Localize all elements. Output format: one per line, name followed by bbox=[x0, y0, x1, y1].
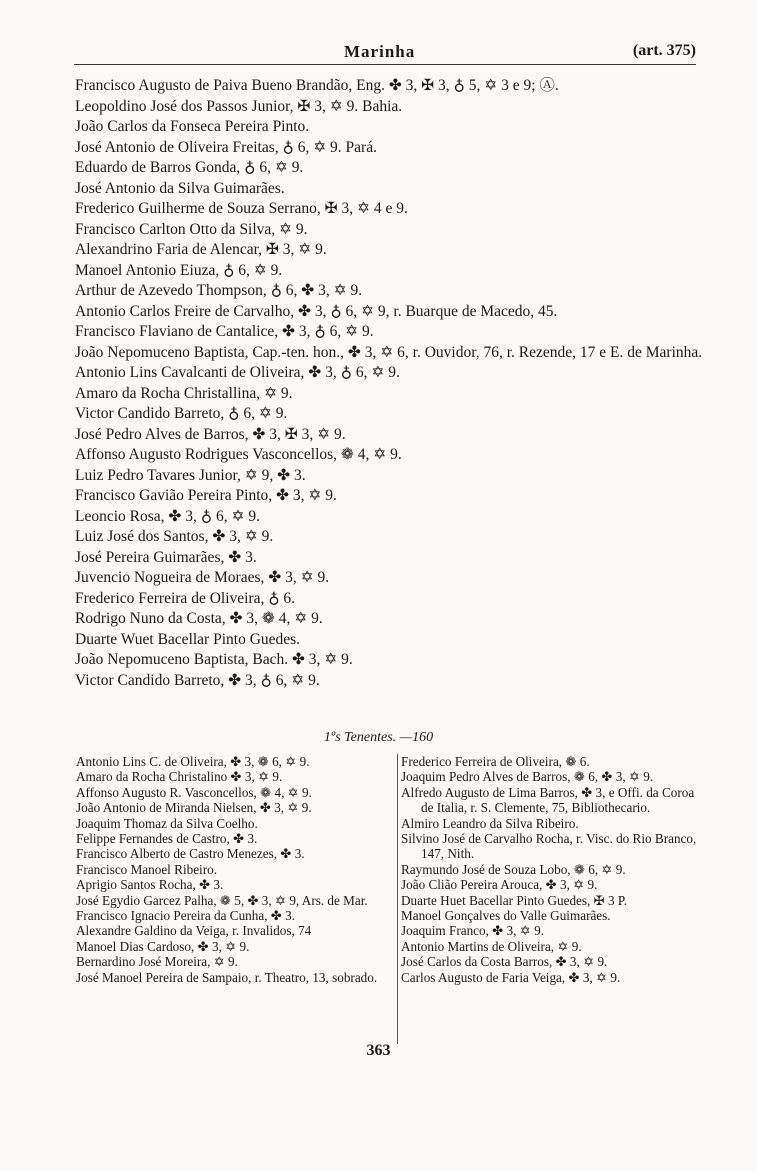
list-item: João Antonio de Miranda Nielsen, ✤ 3, ✡ 9. bbox=[76, 800, 312, 816]
list-item: Alexandre Galdino da Veiga, r. Invalidos, 74 bbox=[76, 923, 312, 939]
list-item: João Nepomuceno Baptista, Cap.-ten. hon., ✤ 3, ✡ 6, r. Ouvidor, 76, r. Rezende, 17 e E. de Marinha. bbox=[75, 343, 703, 361]
list-item: João Carlos da Fonseca Pereira Pinto. bbox=[75, 118, 310, 135]
list-item: Eduardo de Barros Gonda, ♁ 6, ✡ 9. bbox=[75, 159, 304, 176]
list-item: Manoel Antonio Eiuza, ♁ 6, ✡ 9. bbox=[75, 261, 283, 279]
list-item: Amaro da Rocha Christalino ✤ 3, ✡ 9. bbox=[76, 769, 283, 785]
list-item: Manoel Gonçalves do Valle Guimarães. bbox=[401, 908, 611, 924]
list-item: Affonso Augusto Rodrigues Vasconcellos, ❁ 4, ✡ 9. bbox=[75, 446, 402, 463]
list-item: José Egydio Garcez Palha, ❁ 5, ✤ 3, ✡ 9, Ars. de Mar. bbox=[76, 892, 368, 908]
list-item: Leoncio Rosa, ✤ 3, ♁ 6, ✡ 9. bbox=[75, 507, 260, 525]
list-item: Joaquim Pedro Alves de Barros, ❁ 6, ✤ 3, ✡ 9. bbox=[401, 769, 654, 785]
header-title: Marinha bbox=[344, 42, 416, 61]
list-item: Luiz José dos Santos, ✤ 3, ✡ 9. bbox=[75, 528, 274, 545]
list-item: José Carlos da Costa Barros, ✤ 3, ✡ 9. bbox=[401, 954, 608, 970]
list-item: Felippe Fernandes de Castro, ✤ 3. bbox=[76, 831, 258, 847]
list-item: José Antonio de Oliveira Freitas, ♁ 6, ✡ 9. Pará. bbox=[75, 138, 377, 156]
list-item: Joaquim Thomaz da Silva Coelho. bbox=[76, 815, 258, 831]
list-item: João Clião Pereira Arouca, ✤ 3, ✡ 9. bbox=[401, 877, 598, 893]
right-column bbox=[397, 754, 709, 1044]
header-article: (art. 375) bbox=[632, 42, 696, 59]
list-item: Bernardino José Moreira, ✡ 9. bbox=[76, 954, 238, 970]
list-item: José Antonio da Silva Guimarães. bbox=[75, 179, 285, 197]
list-item: Francisco Ignacio Pereira da Cunha, ✤ 3. bbox=[76, 908, 296, 924]
list-item: Duarte Wuet Bacellar Pinto Guedes. bbox=[75, 630, 301, 648]
list-item: Juvencio Nogueira de Moraes, ✤ 3, ✡ 9. bbox=[75, 569, 330, 586]
list-item: José Manoel Pereira de Sampaio, r. Theatro, 13, sobrado. bbox=[76, 969, 378, 985]
list-item: Duarte Huet Bacellar Pinto Guedes, ✠ 3 P. bbox=[401, 892, 628, 908]
list-item: Manoel Dias Cardoso, ✤ 3, ✡ 9. bbox=[76, 938, 250, 954]
list-item: Antonio Carlos Freire de Carvalho, ✤ 3, ♁ 6, ✡ 9, r. Buarque de Macedo, 45. bbox=[75, 302, 558, 320]
list-item: Joaquim Franco, ✤ 3, ✡ 9. bbox=[401, 923, 544, 939]
list-item: Antonio Lins C. de Oliveira, ✤ 3, ❁ 6, ✡ 9. bbox=[76, 754, 310, 769]
list-item: Amaro da Rocha Christallina, ✡ 9. bbox=[75, 384, 293, 402]
list-item: José Pereira Guimarães, ✤ 3. bbox=[75, 548, 257, 566]
list-item: Antonio Lins Cavalcanti de Oliveira, ✤ 3, ♁ 6, ✡ 9. bbox=[75, 364, 400, 381]
list-item: Frederico Guilherme de Souza Serrano, ✠ 3, ✡ 4 e 9. bbox=[75, 200, 408, 217]
list-item: Raymundo José de Souza Lobo, ❁ 6, ✡ 9. bbox=[401, 861, 626, 877]
list-item: Francisco Carlton Otto da Silva, ✡ 9. bbox=[75, 220, 308, 238]
list-item: Luiz Pedro Tavares Junior, ✡ 9, ✤ 3. bbox=[75, 466, 306, 484]
list-item: Frederico Ferreira de Oliveira, ♁ 6. bbox=[75, 589, 296, 607]
list-item: Victor Candido Barreto, ✤ 3, ♁ 6, ✡ 9. bbox=[75, 671, 320, 689]
list-item: Aprigio Santos Rocha, ✤ 3. bbox=[76, 877, 224, 893]
entries-list bbox=[75, 76, 705, 691]
page-number: 363 bbox=[366, 1042, 391, 1059]
left-column bbox=[76, 754, 392, 985]
list-item: João Nepomuceno Baptista, Bach. ✤ 3, ✡ 9. bbox=[75, 651, 353, 668]
list-item: Arthur de Azevedo Thompson, ♁ 6, ✤ 3, ✡ 9. bbox=[75, 282, 363, 299]
list-item: Affonso Augusto R. Vasconcellos, ❁ 4, ✡ 9. bbox=[76, 784, 312, 800]
page-header bbox=[74, 38, 696, 65]
list-item: Alexandrino Faria de Alencar, ✠ 3, ✡ 9. bbox=[75, 241, 327, 258]
list-item: Carlos Augusto de Faria Veiga, ✤ 3, ✡ 9. bbox=[401, 969, 621, 985]
list-item: Alfredo Augusto de Lima Barros, ✤ 3, e Offi. da Coroa de Italia, r. S. Clemente, 75, Bibliothecario. bbox=[401, 784, 695, 816]
list-item: Francisco Flaviano de Cantalice, ✤ 3, ♁ 6, ✡ 9. bbox=[75, 323, 374, 340]
list-item: Frederico Ferreira de Oliveira, ❁ 6. bbox=[401, 754, 590, 769]
list-item: Francisco Gavião Pereira Pinto, ✤ 3, ✡ 9. bbox=[75, 487, 337, 504]
list-item: Francisco Manoel Ribeiro. bbox=[76, 861, 217, 877]
list-item: Leopoldino José dos Passos Junior, ✠ 3, ✡ 9. Bahia. bbox=[75, 97, 403, 115]
list-item: Antonio Martins de Oliveira, ✡ 9. bbox=[401, 938, 582, 954]
list-item: Victor Candido Barreto, ♁ 6, ✡ 9. bbox=[75, 405, 288, 422]
list-item: Francisco Augusto de Paiva Bueno Brandão, Eng. ✤ 3, ✠ 3, ♁ 5, ✡ 3 e 9; Ⓐ. bbox=[75, 77, 559, 94]
list-item: Rodrigo Nuno da Costa, ✤ 3, ❁ 4, ✡ 9. bbox=[75, 610, 323, 627]
list-item: Silvino José de Carvalho Rocha, r. Visc. do Rio Branco, 147, Nith. bbox=[401, 831, 697, 862]
list-item: Almiro Leandro da Silva Ribeiro. bbox=[401, 815, 579, 831]
list-item: Francisco Alberto de Castro Menezes, ✤ 3. bbox=[76, 846, 305, 862]
section-title: 1ºs Tenentes. —160 bbox=[323, 730, 434, 745]
list-item: José Pedro Alves de Barros, ✤ 3, ✠ 3, ✡ 9. bbox=[75, 425, 346, 443]
